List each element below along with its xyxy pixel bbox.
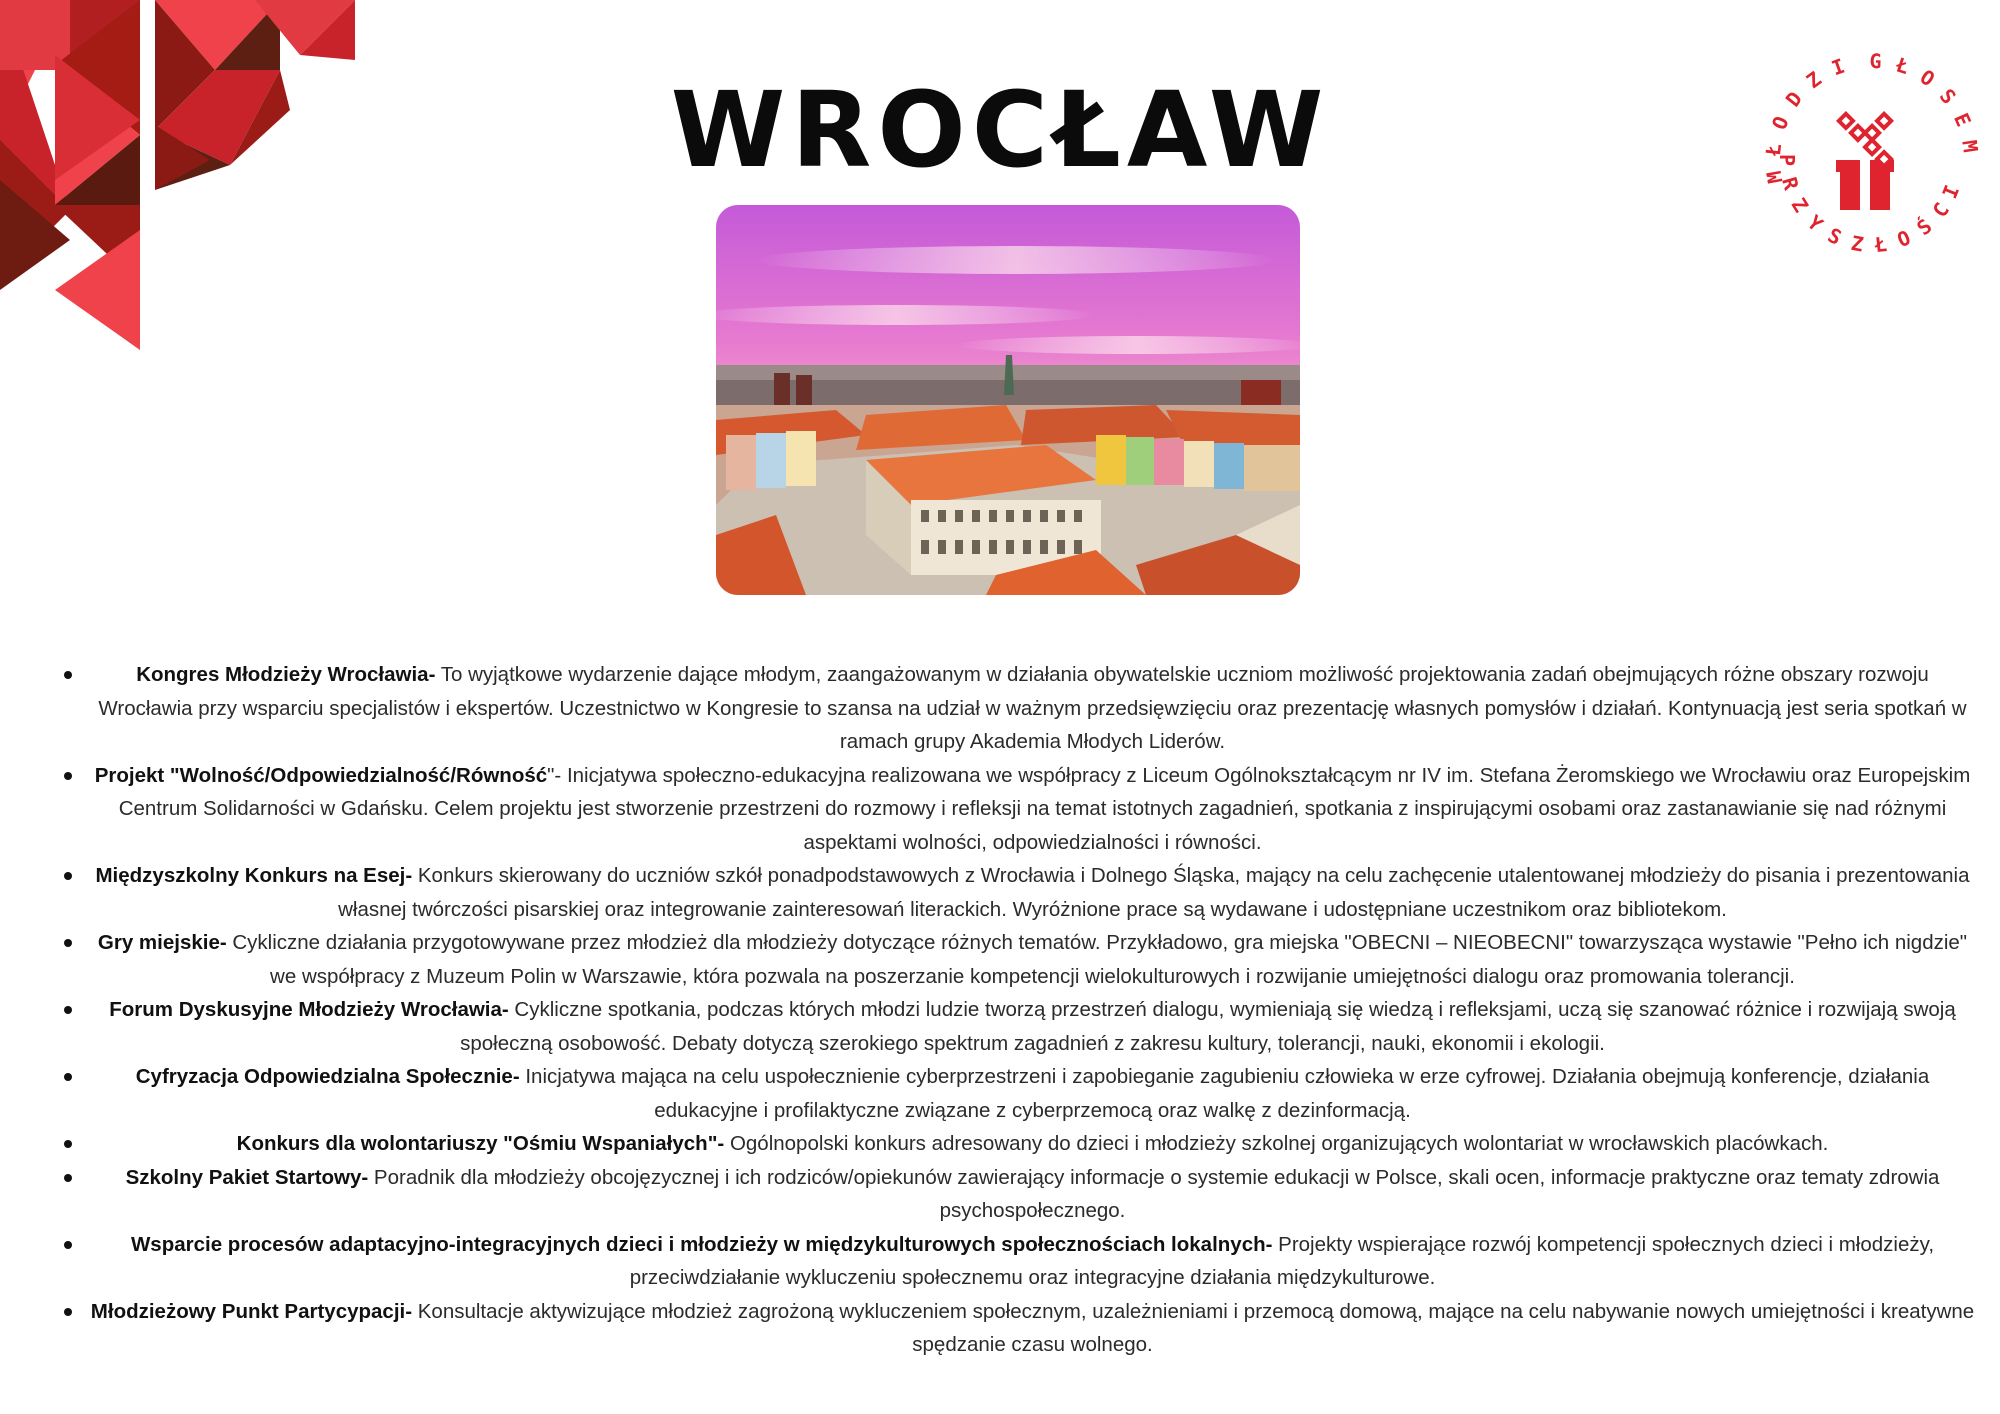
svg-text:G: G [1869, 48, 1882, 74]
svg-text:Z: Z [1786, 193, 1814, 217]
svg-text:I: I [1828, 53, 1848, 81]
bullet-dot [64, 1308, 72, 1316]
list-item [60, 1295, 1975, 1362]
list-item [60, 1228, 1975, 1295]
list-item [60, 859, 1975, 926]
list-item [60, 993, 1975, 1060]
item-title: Gry miejskie- [97, 931, 227, 954]
svg-text:D: D [1780, 86, 1808, 112]
item-title: Forum Dyskusyjne Młodzieży Wrocławia- [109, 998, 509, 1021]
bullet-dot [64, 1241, 72, 1249]
svg-text:M: M [1957, 138, 1983, 154]
svg-text:S: S [1934, 84, 1961, 109]
svg-text:O: O [1915, 64, 1940, 92]
svg-text:P: P [1775, 153, 1799, 167]
list-item [60, 1127, 1975, 1161]
svg-text:I: I [1937, 181, 1965, 202]
item-text: Cykliczne spotkania, podczas których młodzi ludzie tworzą przestrzeń dialogu, wymieniają się wiedzą i refleksjami, uczą się szanować różnice i rozwijają swoją społeczną osobowość. Debaty dotyczą szerokiego spektrum zagadnień z zakresu kultury, tolerancji, nauki, ekonomii i ekologii. [460, 998, 1956, 1055]
svg-text:Ł: Ł [1873, 231, 1889, 258]
item-title: Szkolny Pakiet Startowy- [125, 1165, 369, 1189]
svg-text:C: C [1927, 198, 1955, 222]
item-title: Międzyszkolny Konkurs na Esej- [95, 864, 413, 887]
mlodzi-glosem-przyszlosci-logo [1752, 40, 1992, 280]
bullet-dot [64, 939, 72, 947]
bullet-dot [64, 1174, 72, 1182]
item-text: "- Inicjatywa społeczno-edukacyjna realizowana we współpracy z Liceum Ogólnokształcącym nr IV im. Stefana Żeromskiego we Wrocławiu oraz Europejskim Centrum Solidarności w Gdańsku. Celem projektu jest stworzenie przestrzeni do rozmowy i refleksji na temat istotnych zagadnień, spotkania z inspirującymi osobami oraz zastanawianie się nad różnymi aspektami wolności, odpowiedzialności i równości. [118, 763, 1971, 854]
list-item [60, 1161, 1975, 1228]
svg-text:Ś: Ś [1912, 213, 1937, 241]
list-item [60, 1060, 1975, 1127]
bullet-dot [64, 1073, 72, 1081]
item-title: Projekt "Wolność/Odpowiedzialność/Równość [94, 763, 548, 787]
bullet-dot [64, 772, 72, 780]
bullet-dot [64, 671, 72, 679]
bullet-dot [64, 1006, 72, 1014]
svg-text:Ł: Ł [1760, 142, 1787, 157]
item-title: Młodzieżowy Punkt Partycypacji- [90, 1299, 413, 1323]
page-title: WROCŁAW [670, 69, 1330, 191]
item-text: Inicjatywa mająca na celu uspołecznienie cyberprzestrzeni i zapobieganie zagubieniu człowieka w erze cyfrowej. Działania obejmują konferencje, działania edukacyjne i profilaktyczne związane z cyberprzemocą oraz walkę z dezinformacją. [519, 1065, 1930, 1122]
svg-text:Z: Z [1849, 230, 1866, 257]
svg-text:S: S [1824, 222, 1846, 250]
svg-text:R: R [1777, 174, 1804, 193]
initiatives-list [60, 658, 1975, 1362]
item-text: Konkurs skierowany do uczniów szkół ponadpodstawowych z Wrocławia i Dolnego Śląska, mający na celu zachęcenie utalentowanej młodzieży do pisania i prezentowania własnej twórczości pisarskiej oraz integrowanie zainteresowań literackich. Wyróżnione prace są wydawane i udostępniane uczestnikom oraz bibliotekom. [338, 864, 1970, 921]
item-text: Ogólnopolski konkurs adresowany do dzieci i młodzieży szkolnej organizujących wolontariat w wrocławskich placówkach. [724, 1132, 1829, 1155]
svg-text:O: O [1893, 225, 1914, 253]
list-item [60, 926, 1975, 993]
svg-text:M: M [1761, 169, 1788, 186]
list-item [60, 658, 1975, 759]
wroclaw-old-town-photo [716, 205, 1300, 595]
svg-text:Y: Y [1802, 210, 1828, 237]
svg-text:Z: Z [1801, 66, 1826, 94]
item-title: Cyfryzacja Odpowiedzialna Społecznie- [135, 1065, 520, 1088]
bullet-dot [64, 872, 72, 880]
item-text: To wyjątkowe wydarzenie dające młodym, zaangażowanym w działania obywatelskie uczniom możliwość projektowania zadań obejmujących różne obszary rozwoju Wrocławia przy wsparciu specjalistów i ekspertów. Uczestnictwo w Kongresie to szansa na udział w ważnym przedsięwzięciu oraz prezentację własnych pomysłów i działań. Kontynuacją jest seria spotkań w ramach grupy Akademia Młodych Liderów. [98, 663, 1967, 753]
item-title: Konkurs dla wolontariuszy "Ośmiu Wspaniałych"- [236, 1132, 725, 1155]
svg-text:Ł: Ł [1893, 52, 1913, 80]
svg-text:O: O [1766, 112, 1794, 133]
item-text: Poradnik dla młodzieży obcojęzycznej i ich rodziców/opiekunów zawierający informacje o systemie edukacji w Polsce, skali ocen, informacje praktyczne oraz tematy zdrowia psychospołecznego. [368, 1165, 1940, 1222]
item-text: Konsultacje aktywizujące młodzież zagrożoną wykluczeniem społecznym, uzależnieniami i przemocą domową, mające na celu nabywanie nowych umiejętności i kreatywne spędzanie czasu wolnego. [412, 1299, 1975, 1356]
svg-text:E: E [1949, 109, 1976, 131]
list-item [60, 759, 1975, 860]
item-title: Wsparcie procesów adaptacyjno-integracyjnych dzieci i młodzieży w międzykulturowych społecznościach lokalnych- [130, 1232, 1273, 1256]
item-text: Cykliczne działania przygotowywane przez młodzież dla młodzieży dotyczące różnych tematów. Przykładowo, gra miejska "OBECNI – NIEOBECNI" towarzysząca wystawie "Pełno ich nigdzie" we współpracy z Muzeum Polin w Warszawie, która pozwala na poszerzanie kompetencji wielokulturowych i rozwijanie umiejętności dialogu oraz promowania tolerancji. [226, 931, 1968, 988]
item-text: Projekty wspierające rozwój kompetencji społecznych dzieci i młodzieży, przeciwdziałanie wykluczeniu społecznemu oraz integracyjne działania międzykulturowe. [629, 1232, 1935, 1289]
item-title: Kongres Młodzieży Wrocławia- [136, 663, 436, 686]
bullet-dot [64, 1140, 72, 1148]
